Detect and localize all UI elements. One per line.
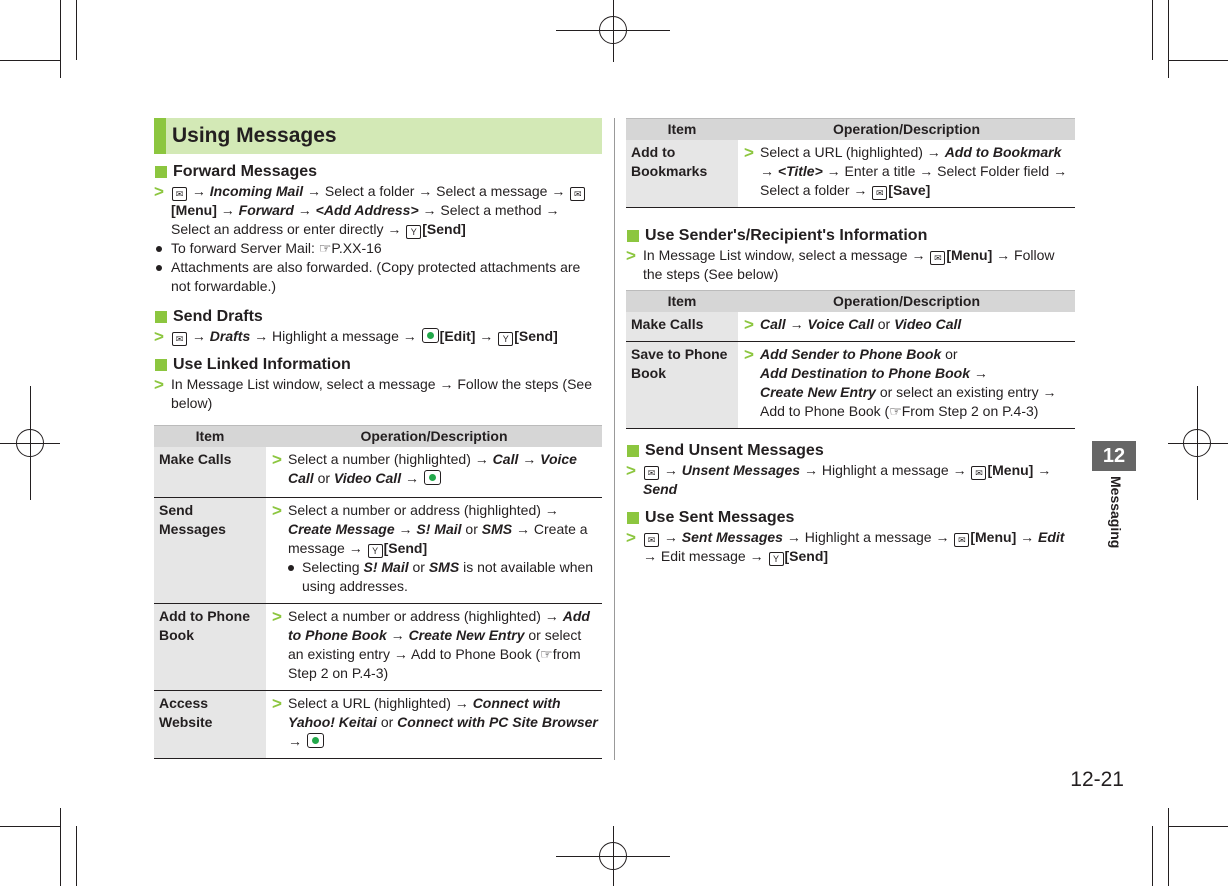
- chapter-name: Messaging: [1108, 476, 1124, 549]
- bookmark-table: [626, 118, 1075, 208]
- step-arrow-icon: >: [272, 501, 282, 520]
- registration-circle: [599, 16, 627, 44]
- page-number: 12-21: [1070, 768, 1124, 791]
- crop-mark: [1168, 60, 1228, 61]
- mail-key-icon: ✉: [172, 332, 187, 346]
- crop-mark: [76, 826, 77, 886]
- left-column: [154, 118, 602, 759]
- operation-cell: > Select a URL (highlighted) → Connect with Yahoo! Keitai or Connect with PC Site Browser →: [266, 691, 602, 759]
- step-arrow-icon: >: [744, 315, 754, 334]
- step-arrow-icon: >: [272, 694, 282, 713]
- step-arrow-icon: >: [626, 528, 636, 547]
- mail-key-icon: ✉: [644, 533, 659, 547]
- table-row: [154, 691, 602, 759]
- operation-cell: > Select a number (highlighted) → Call → Voice Call or Video Call →: [266, 447, 602, 498]
- square-bullet-icon: [627, 512, 639, 524]
- step-sender: > In Message List window, select a message → ✉ [Menu] → Follow the steps (See below): [626, 246, 1055, 282]
- crop-mark: [1152, 0, 1153, 60]
- item-cell: Add to Phone Book: [154, 604, 266, 691]
- crop-mark: [0, 826, 60, 827]
- registration-circle: [599, 842, 627, 870]
- subheading-sent: Use Sent Messages: [626, 508, 1075, 528]
- table-header: Item: [154, 426, 266, 448]
- page-title: Using Messages: [172, 124, 337, 147]
- table-row: [626, 312, 1075, 342]
- center-key-icon: [424, 470, 441, 485]
- table-header-row: [626, 291, 1075, 313]
- table-row: [154, 447, 602, 498]
- operation-cell: > Add Sender to Phone Book or Add Destination to Phone Book → Create New Entry or select an existing entry → Add to Phone Book (☞From Step 2 on P.4-3): [738, 342, 1075, 429]
- crop-mark: [1168, 0, 1169, 78]
- step-arrow-icon: >: [626, 461, 636, 480]
- crop-mark: [0, 60, 60, 61]
- item-cell: Make Calls: [154, 447, 266, 498]
- mail-key-icon: ✉: [644, 466, 659, 480]
- step-arrow-icon: >: [744, 345, 754, 364]
- operation-cell: > Call → Voice Call or Video Call: [738, 312, 1075, 342]
- step-arrow-icon: >: [272, 607, 282, 626]
- subheading-sender: Use Sender's/Recipient's Information: [626, 226, 1075, 246]
- operation-cell: > Select a number or address (highlighted) → Add to Phone Book → Create New Entry or select an existing entry → Add to Phone Book (☞from Step 2 on P.4-3): [266, 604, 602, 691]
- note-bullet: Selecting S! Mail or SMS is not available when using addresses.: [288, 558, 598, 596]
- note-bullet: To forward Server Mail: ☞P.XX-16: [154, 239, 602, 258]
- step-arrow-icon: >: [626, 246, 636, 265]
- table-row: [154, 498, 602, 604]
- crop-mark: [1168, 808, 1169, 886]
- step-arrow-icon: >: [154, 182, 164, 201]
- subheading-linked: Use Linked Information: [154, 355, 602, 375]
- item-cell: Add to Bookmarks: [626, 140, 738, 208]
- section-title: [154, 118, 602, 154]
- square-bullet-icon: [627, 445, 639, 457]
- item-cell: Save to Phone Book: [626, 342, 738, 429]
- sender-info-table: [626, 290, 1075, 429]
- yahoo-key-icon: Y: [769, 552, 784, 566]
- table-row: [154, 604, 602, 691]
- table-header-row: [154, 426, 602, 448]
- step-arrow-icon: >: [154, 327, 164, 346]
- subheading-drafts: Send Drafts: [154, 307, 602, 327]
- right-column: [626, 118, 1075, 566]
- step-sent: > ✉ → Sent Messages → Highlight a message → ✉ [Menu] → Edit → Edit message → Y [Send]: [626, 528, 1065, 564]
- yahoo-key-icon: Y: [368, 544, 383, 558]
- mail-key-icon: ✉: [930, 251, 945, 265]
- yahoo-key-icon: Y: [498, 332, 513, 346]
- operation-cell: > Select a number or address (highlighted) → Create Message → S! Mail or SMS → Create a message → Y [Send] Selecting S! Mail or SMS is not available when using addresses.: [266, 498, 602, 604]
- square-bullet-icon: [155, 166, 167, 178]
- step-unsent: > ✉ → Unsent Messages → Highlight a message → ✉ [Menu] → Send: [626, 461, 1052, 497]
- operation-cell: > Select a URL (highlighted) → Add to Bookmark → <Title> → Enter a title → Select Folder field → Select a folder → ✉ [Save]: [738, 140, 1075, 208]
- mail-key-icon: ✉: [971, 466, 986, 480]
- step-forward: > ✉ → Incoming Mail → Select a folder → Select a message → ✉[Menu] → Forward → <Add Address> → Select a method → Select an address or enter directly → Y [Send]: [154, 182, 602, 239]
- item-cell: Make Calls: [626, 312, 738, 342]
- crop-mark: [76, 0, 77, 60]
- center-key-icon: [422, 328, 439, 343]
- crop-mark: [1152, 826, 1153, 886]
- mail-key-icon: ✉: [872, 186, 887, 200]
- mail-key-icon: ✉: [570, 187, 585, 201]
- item-cell: Send Messages: [154, 498, 266, 604]
- table-header-row: [626, 119, 1075, 141]
- table-header: Item: [626, 119, 738, 141]
- table-header: Item: [626, 291, 738, 313]
- mail-key-icon: ✉: [172, 187, 187, 201]
- linked-info-table: [154, 425, 602, 759]
- table-header: Operation/Description: [738, 291, 1075, 313]
- crop-mark: [1168, 826, 1228, 827]
- table-row: [626, 140, 1075, 208]
- column-divider: [614, 118, 615, 760]
- square-bullet-icon: [627, 230, 639, 242]
- step-arrow-icon: >: [154, 375, 164, 394]
- center-key-icon: [307, 733, 324, 748]
- step-drafts: > ✉ → Drafts → Highlight a message → [Edit] → Y [Send]: [154, 327, 558, 346]
- table-header: Operation/Description: [266, 426, 602, 448]
- chapter-number: 12: [1092, 441, 1136, 471]
- square-bullet-icon: [155, 359, 167, 371]
- mail-key-icon: ✉: [954, 533, 969, 547]
- registration-circle: [16, 429, 44, 457]
- table-row: [626, 342, 1075, 429]
- registration-circle: [1183, 429, 1211, 457]
- step-arrow-icon: >: [272, 450, 282, 469]
- table-header: Operation/Description: [738, 119, 1075, 141]
- step-linked: > In Message List window, select a message → Follow the steps (See below): [154, 375, 592, 411]
- subheading-unsent: Send Unsent Messages: [626, 441, 1075, 461]
- step-arrow-icon: >: [744, 143, 754, 162]
- square-bullet-icon: [155, 311, 167, 323]
- yahoo-key-icon: Y: [406, 225, 421, 239]
- crop-mark: [60, 0, 61, 78]
- item-cell: Access Website: [154, 691, 266, 759]
- crop-mark: [60, 808, 61, 886]
- subheading-forward: Forward Messages: [154, 162, 602, 182]
- note-bullet: Attachments are also forwarded. (Copy protected attachments are not forwardable.): [154, 258, 602, 296]
